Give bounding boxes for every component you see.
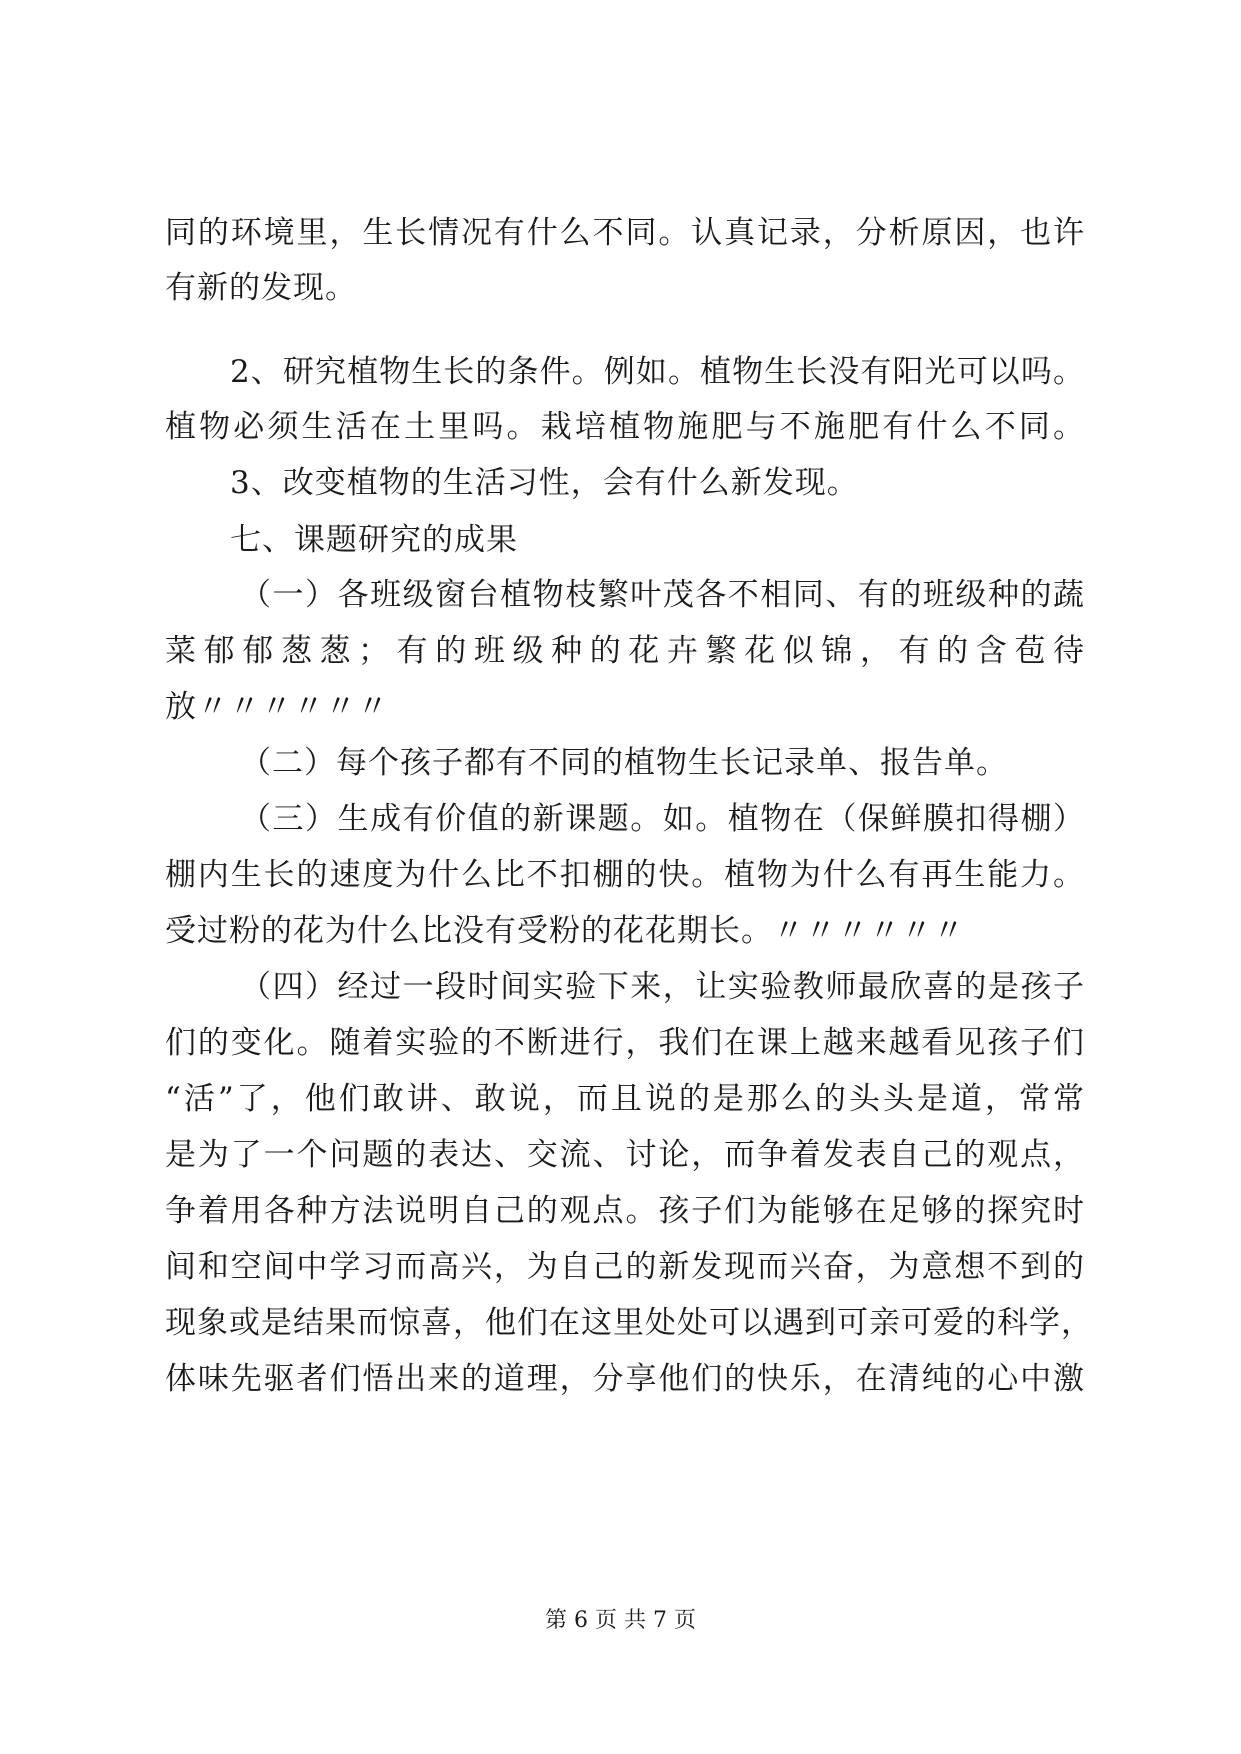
text-line: （三）生成有价值的新课题。如。植物在（保鲜膜扣得棚）	[240, 801, 1085, 837]
text-line: 间和空间中学习而高兴，为自己的新发现而兴奋，为意想不到的	[165, 1249, 1085, 1285]
text-line: 棚内生长的速度为什么比不扣棚的快。植物为什么有再生能力。	[165, 857, 1085, 893]
text-line: 2、研究植物生长的条件。例如。植物生长没有阳光可以吗。	[230, 354, 1085, 390]
text-line: 放〃〃〃〃〃〃	[165, 689, 389, 725]
text-line: 是为了一个问题的表达、交流、讨论，而争着发表自己的观点，	[165, 1137, 1085, 1173]
text-line: （二）每个孩子都有不同的植物生长记录单、报告单。	[240, 745, 1008, 781]
text-line: 3、改变植物的生活习性，会有什么新发现。	[230, 465, 859, 501]
text-line: 现象或是结果而惊喜，他们在这里处处可以遇到可亲可爱的科学，	[165, 1305, 1093, 1341]
text-line: 植物必须生活在土里吗。栽培植物施肥与不施肥有什么不同。	[165, 409, 1085, 445]
text-line: “活”了，他们敢讲、敢说，而且说的是那么的头头是道，常常	[165, 1081, 1085, 1117]
text-line: （一）各班级窗台植物枝繁叶茂各不相同、有的班级种的蔬	[240, 577, 1085, 613]
text-line: 菜郁郁葱葱；有的班级种的花卉繁花似锦，有的含苞待	[165, 633, 1085, 669]
text-line: 体味先驱者们悟出来的道理，分享他们的快乐，在清纯的心中激	[165, 1361, 1085, 1397]
page-number-footer: 第 6 页 共 7 页	[545, 1608, 696, 1633]
text-line: 争着用各种方法说明自己的观点。孩子们为能够在足够的探究时	[165, 1193, 1085, 1229]
text-line: （四）经过一段时间实验下来，让实验教师最欣喜的是孩子	[240, 969, 1085, 1005]
text-line: 同的环境里，生长情况有什么不同。认真记录，分析原因，也许	[165, 215, 1085, 251]
text-line: 们的变化。随着实验的不断进行，我们在课上越来越看见孩子们	[165, 1025, 1085, 1061]
section-heading: 七、课题研究的成果	[230, 522, 518, 558]
text-line: 受过粉的花为什么比没有受粉的花花期长。〃〃〃〃〃〃	[165, 913, 965, 949]
text-line: 有新的发现。	[165, 270, 357, 306]
